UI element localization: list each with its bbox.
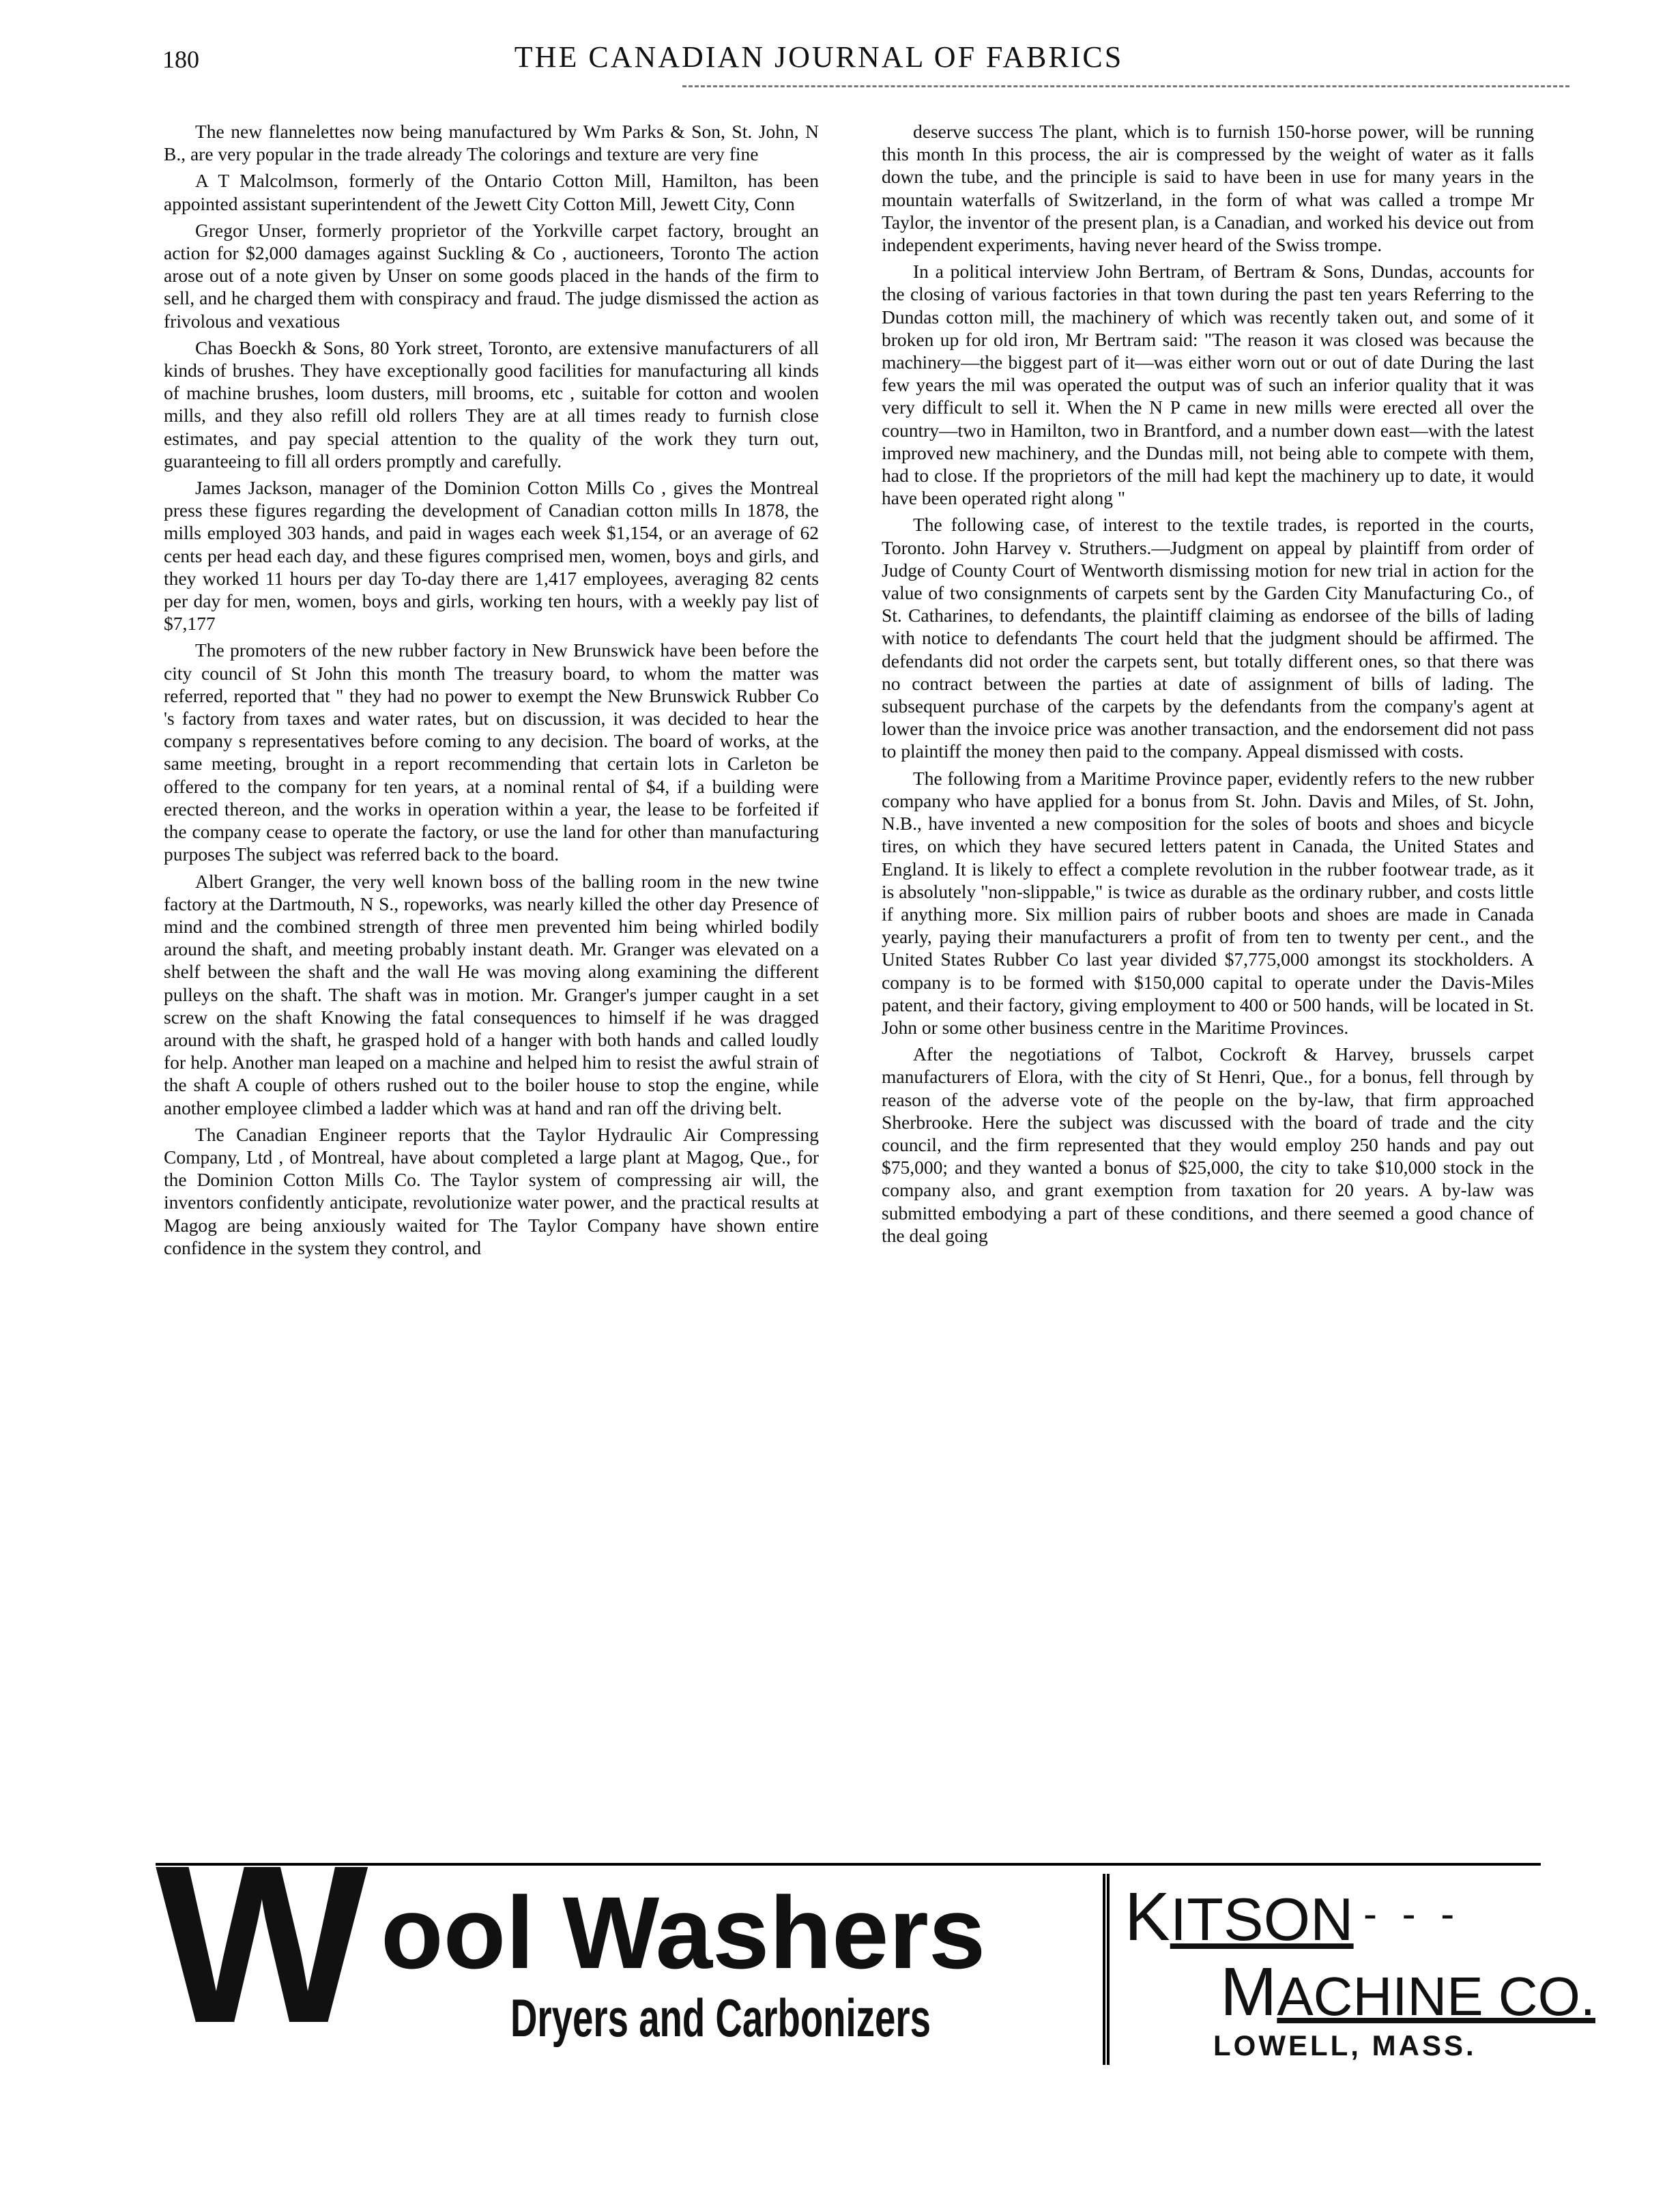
ad-company-initial-m: M [1220, 1954, 1277, 2030]
ad-company-initial-k: K [1125, 1879, 1170, 1955]
right-column [882, 120, 1534, 1251]
ad-company-name-2: ACHINE CO. [1277, 1966, 1596, 2027]
paragraph-boeckh-brushes: Chas Boeckh & Sons, 80 York street, Toronto, are extensive manufacturers of all kinds of brushes. They have exceptionally good facilities for manufacturing all kinds of machine brushes, loom dusters, mill brooms, etc , suitable for cotton and woolen mills, and they also refill old rollers They are at all times ready to furnish close estimates, and pay special attention to the quality of the work they turn out, guaranteeing to fill all orders promptly and carefully. [164, 336, 819, 472]
paragraph-jackson-figures: James Jackson, manager of the Dominion Cotton Mills Co , gives the Montreal press these figures regarding the development of Canadian cotton mills In 1878, the mills employed 303 hands, and paid in wages each week $1,154, or an average of 62 cents per head each day, and these figures comprised men, women, boys and girls, and they worked 11 hours per day To-day there are 1,417 employees, averaging 82 cents per day for men, women, boys and girls, working ten hours, with a weekly pay list of $7,177 [164, 477, 819, 635]
page-number: 180 [162, 46, 199, 73]
wool-washers-ad [156, 1818, 1097, 2070]
paragraph-bertram-interview: In a political interview John Bertram, of Bertram & Sons, Dundas, accounts for the closing of various factories in that town during the past ten years Referring to the Dundas cotton mill, the machinery of which was recently taken out, and some of it broken up for old iron, Mr Bertram said: "The reason it was closed was because the machinery—the biggest part of it—was either worn out or out of date During the last few years the mil was operated the output was of such an inferior quality that it was very difficult to sell it. When the N P came in new mills were erected all over the country—two in Hamilton, two in Brantford, and a number down east—with the latest improved new machinery, and the Dundas mill, not being able to compete with them, had to close. If the proprietors of the mill had kept the machinery up to date, it would have been operated right along " [882, 261, 1534, 509]
paragraph-harvey-struthers: The following case, of interest to the textile trades, is reported in the courts, Toronto. John Harvey v. Struthers.—Judgment on appeal by plaintiff from order of Judge of County Court of Wentworth dismissing motion for new trial in action for the value of two consignments of carpets sent by the Garden City Manufacturing Co., of St. Catharines, to defendants, the plaintiff claiming as endorsee of the bills of lading with notice to defendants The court held that the judgment should be affirmed. The defendants did not order the carpets sent, but totally different ones, so that there was no contract between the parties at date of assignment of bills of lading. The subsequent purchase of the carpets by the defendants from the company's agent at lower than the invoice price was another transaction, and the endorsement did not pass to plaintiff the money then paid to the company. Appeal dismissed with costs. [882, 514, 1534, 762]
paragraph-taylor-compressor: The Canadian Engineer reports that the Taylor Hydraulic Air Compressing Company, Ltd , of Montreal, have about completed a large plant at Magog, Que., for the Dominion Cotton Mills Co. The Taylor system of compressing air will, the inventors confidently anticipate, revolutionize water power, and the practical results at Magog are being anxiously waited for The Taylor Company have shown entire confidence in the system they control, and [164, 1123, 819, 1258]
paragraph-parks-flannelettes: The new flannelettes now being manufactured by Wm Parks & Son, St. John, N B., are very popular in the trade already The colorings and texture are very fine [164, 121, 819, 165]
kitson-machine-ad [1125, 1866, 1596, 2070]
paragraph-unser-action: Gregor Unser, formerly proprietor of the Yorkville carpet factory, brought an action for $2,000 damages against Suckling & Co , auctioneers, Toronto The action arose out of a note given by Unser on some goods placed in the hands of the firm to sell, and he charged them with conspiracy and fraud. The judge dismissed the action as frivolous and vexatious [164, 219, 819, 332]
ad-company-line-1 [1125, 1879, 1354, 1957]
paragraph-talbot-cockroft: After the negotiations of Talbot, Cockroft & Harvey, brussels carpet manufacturers of Elora, with the city of St Henri, Que., for a bonus, fell through by reason of the adverse vote of the people on the by-law, that firm approached Sherbrooke. Here the subject was discussed with the board of trade and the city council, and the firm represented that they would employ 250 hands and pay out $75,000; and they wanted a bonus of $25,000, the city to take $10,000 stock in the company also, and grant exemption from taxation for 20 years. A by-law was submitted embodying a part of these conditions, and there seemed a good chance of the deal going [882, 1043, 1534, 1246]
advertisement-banner [156, 1818, 1596, 2070]
header-rule [682, 85, 1569, 87]
left-column [164, 120, 819, 1263]
paragraph-granger-accident: Albert Granger, the very well known boss of the balling room in the new twine factory at the Dartmouth, N S., ropeworks, was nearly killed the other day Presence of mind and the combined strength of three men prevented him being whirled bodily around the shaft, and meeting probably instant death. Mr. Granger was elevated on a shelf between the shaft and the wall He was moving along examining the different pulleys on the shaft. The shaft was in motion. Mr. Granger's jumper caught in a set screw on the shaft Knowing the fatal consequences to himself if he was dragged around with the shaft, he grasped hold of a hanger with both hands and called loudly for help. Another man leaped on a machine and helped him to resist the awful strain of the shaft A couple of others rushed out to the boiler house to stop the engine, while another employee climbed a ladder which was at hand and ran off the driving belt. [164, 870, 819, 1118]
ad-company-name-1: ITSON [1170, 1885, 1354, 1953]
ad-dashes: - - - [1363, 1891, 1462, 1937]
ad-title: ool Washers [381, 1875, 986, 1990]
ad-initial-letter: W [156, 1818, 368, 2070]
paragraph-davis-miles: The following from a Maritime Province paper, evidently refers to the new rubber company who have applied for a bonus from St. John. Davis and Miles, of St. John, N.B., have invented a new composition for the soles of boots and shoes and bicycle tires, on which they have secured letters patent in Canada, the United States and England. It is likely to effect a complete revolution in the rubber footwear trade, as it is absolutely "non-slippable," is twice as durable as the ordinary rubber, and costs little if anything more. Six million pairs of rubber boots and shoes are made in Canada yearly, paying their manufacturers a profit of from ten to twenty per cent., and the United States Rubber Co last year divided $7,775,000 amongst its stockholders. A company is to be formed with $150,000 capital to operate under the Davis-Miles patent, and their factory, giving employment to 400 or 500 hands, will be located in St. John or some other business centre in the Maritime Provinces. [882, 767, 1534, 1038]
paragraph-malcolmson: A T Malcolmson, formerly of the Ontario Cotton Mill, Hamilton, has been appointed assistant superintendent of the Jewett City Cotton Mill, Jewett City, Conn [164, 170, 819, 214]
ad-divider [1103, 1874, 1110, 2065]
paragraph-trompe: deserve success The plant, which is to furnish 150-horse power, will be running this month In this process, the air is compressed by the weight of water as it falls down the tube, and the principle is said to have been in use for many years in the mountain waterfalls of Switzerland, in the form of what was called a trompe Mr Taylor, the inventor of the present plan, is a Canadian, and worked his device out from independent experiments, having never heard of the Swiss trompe. [882, 121, 1534, 256]
ad-subtitle: Dryers and Carbonizers [510, 1988, 931, 2048]
ad-company-line-2 [1220, 1954, 1595, 2034]
running-head: THE CANADIAN JOURNAL OF FABRICS [514, 40, 1124, 74]
paragraph-rubber-factory: The promoters of the new rubber factory in New Brunswick have been before the city council of St John this month The treasury board, to whom the matter was referred, reported that " they had no power to exempt the New Brunswick Rubber Co 's factory from taxes and water rates, but on discussion, it was decided to hear the company s representatives before coming to any decision. The board of works, at the same meeting, brought in a report recommending that certain lots in Carleton be offered to the company for ten years, at a nominal rental of $4, if a building were erected thereon, and the works in operation within a year, the lease to be forfeited if the company cease to operate the factory, or use the land for other than manufacturing purposes The subject was referred back to the board. [164, 639, 819, 865]
ad-location: LOWELL, MASS. [1213, 2029, 1477, 2061]
